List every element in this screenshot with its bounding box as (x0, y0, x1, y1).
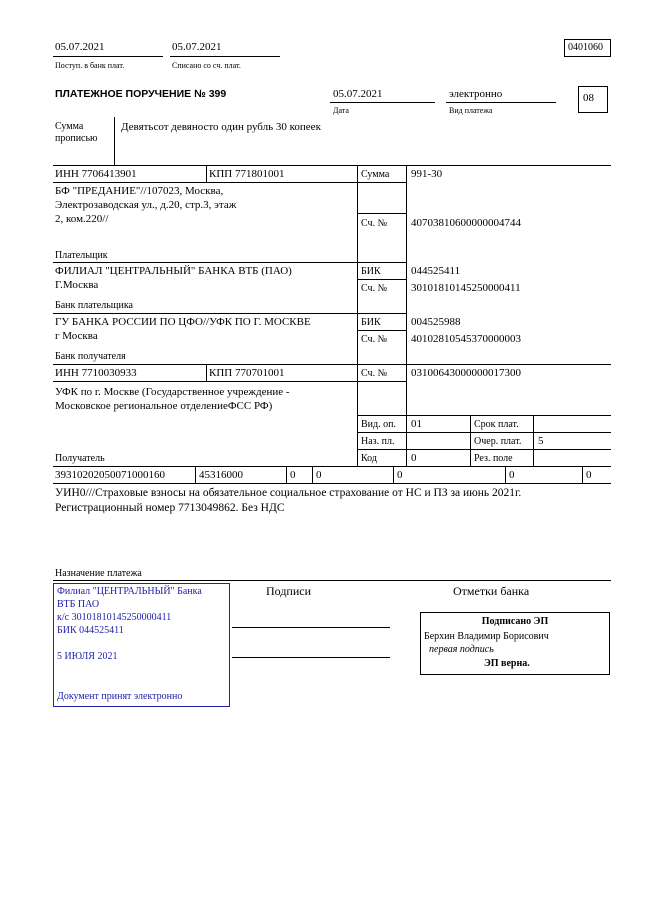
payee-bank-name-line1: ГУ БАНКА РОССИИ ПО ЦФО//УФК ПО Г. МОСКВЕ (55, 316, 311, 328)
payment-type-underline (446, 102, 556, 103)
grid-line (53, 466, 611, 467)
grid-line (53, 262, 406, 263)
bank-stamp (53, 583, 230, 707)
stamp-line1: Филиал "ЦЕНТРАЛЬНЫЙ" Банка (57, 586, 202, 597)
grid-line (393, 466, 394, 483)
grid-line (357, 432, 611, 433)
payer-name-line1: БФ "ПРЕДАНИЕ"//107023, Москва, (55, 185, 224, 197)
amount-words-divider (114, 117, 115, 165)
tax-basis: 0 (290, 469, 296, 481)
payer-bank-account-label: Сч. № (361, 283, 388, 294)
grid-line (406, 165, 407, 466)
debited-date: 05.07.2021 (172, 41, 222, 53)
payee-account: 03100643000000017300 (411, 367, 521, 379)
rez-label: Рез. поле (474, 453, 513, 464)
signature-line-1 (232, 627, 390, 628)
e-signature-title: Подписано ЭП (481, 616, 549, 627)
payee-bank-bik-label: БИК (361, 317, 381, 328)
payer-sum-label: Сумма (361, 169, 390, 180)
payer-bank-label: Банк плательщика (55, 300, 133, 311)
order-date-underline (330, 102, 435, 103)
grid-line (505, 466, 506, 483)
e-signature-role: первая подпись (429, 644, 494, 655)
payer-account-label: Сч. № (361, 218, 388, 229)
stamp-line3: к/с 30101810145250000411 (57, 612, 172, 623)
debited-date-underline (170, 56, 280, 57)
amount-words-label-2: прописью (55, 133, 98, 144)
tax-doc-num: 0 (397, 469, 403, 481)
order-date: 05.07.2021 (333, 88, 383, 100)
tax-kbk: 39310202050071000160 (55, 469, 165, 481)
debited-label: Списано со сч. плат. (172, 61, 241, 70)
grid-line (470, 415, 471, 466)
signatures-title: Подписи (266, 584, 312, 598)
payee-label: Получатель (55, 453, 105, 464)
document-title: ПЛАТЕЖНОЕ ПОРУЧЕНИЕ № 399 (55, 88, 227, 100)
grid-line (533, 415, 534, 466)
e-signature-status: ЭП верна. (484, 658, 530, 669)
grid-line (195, 466, 196, 483)
amount-words-value: Девятьсот девяносто один рубль 30 копеек (121, 121, 321, 133)
received-date-underline (53, 56, 163, 57)
naz-label: Наз. пл. (361, 436, 395, 447)
kod-value: 0 (411, 452, 417, 464)
status-code-box (578, 86, 608, 113)
payee-inn: ИНН 7710030933 (55, 367, 137, 379)
payer-inn: ИНН 7706413901 (55, 168, 137, 180)
payee-bank-label: Банк получателя (55, 351, 126, 362)
payer-name-line2: Электрозаводская ул., д.20, стр.3, этаж (55, 199, 237, 211)
payment-type: электронно (449, 88, 503, 100)
stamp-line4: БИК 044525411 (57, 625, 124, 636)
grid-line (206, 364, 207, 381)
form-code-box (564, 39, 611, 57)
payer-bank-bik-label: БИК (361, 266, 381, 277)
payee-bank-bik: 004525988 (411, 316, 461, 328)
order-date-label: Дата (333, 106, 349, 115)
grid-line (206, 165, 207, 182)
signature-line-2 (232, 657, 390, 658)
purpose-line1: УИН0///Страховые взносы на обязательное социальное страхование от НС и ПЗ за июнь 2021г. (55, 487, 522, 499)
form-code: 0401060 (568, 42, 603, 53)
grid-line (53, 381, 357, 382)
payee-account-label: Сч. № (361, 368, 388, 379)
grid-line (357, 182, 406, 183)
payee-bank-account: 40102810545370000003 (411, 333, 521, 345)
payment-type-label: Вид платежа (449, 106, 493, 115)
kod-label: Код (361, 453, 377, 464)
payer-bank-bik: 044525411 (411, 265, 461, 277)
grid-line (312, 466, 313, 483)
tax-period: 0 (316, 469, 322, 481)
payer-name-line3: 2, ком.220// (55, 213, 109, 225)
purpose-divider (53, 580, 611, 581)
grid-line (357, 449, 611, 450)
tax-doc-date: 0 (509, 469, 515, 481)
srok-label: Срок плат. (474, 419, 519, 430)
grid-line (357, 279, 406, 280)
payee-bank-account-label: Сч. № (361, 334, 388, 345)
payer-bank-account: 30101810145250000411 (411, 282, 521, 294)
payer-sum-value: 991-30 (411, 168, 443, 180)
payee-name-line1: УФК по г. Москве (Государственное учреждение - (55, 386, 290, 398)
tax-oktmo: 45316000 (199, 469, 243, 481)
payer-kpp: КПП 771801001 (209, 168, 285, 180)
grid-line (357, 381, 406, 382)
grid-line (357, 415, 611, 416)
tax-type: 0 (586, 469, 592, 481)
grid-line (357, 330, 406, 331)
payer-account: 40703810600000004744 (411, 217, 521, 229)
stamp-note: Документ принят электронно (57, 691, 183, 702)
status-code: 08 (583, 92, 594, 104)
payer-label: Плательщик (55, 250, 108, 261)
grid-line (53, 364, 611, 365)
stamp-line2: ВТБ ПАО (57, 599, 100, 610)
payee-kpp: КПП 770701001 (209, 367, 285, 379)
grid-line (357, 165, 358, 466)
e-signature-name: Берхин Владимир Борисович (424, 631, 549, 642)
ocher-value: 5 (538, 435, 544, 447)
received-date: 05.07.2021 (55, 41, 105, 53)
grid-line (53, 313, 406, 314)
ocher-label: Очер. плат. (474, 436, 522, 447)
purpose-line2: Регистрационный номер 7713049862. Без НДС (55, 502, 285, 514)
e-signature-box (420, 612, 610, 675)
grid-line (53, 165, 611, 166)
payee-name-line2: Московское региональное отделениеФСС РФ) (55, 400, 273, 412)
vid-op-value: 01 (411, 418, 422, 430)
amount-words-label-1: Сумма (55, 121, 84, 132)
bank-marks-title: Отметки банка (453, 584, 530, 598)
grid-line (53, 182, 357, 183)
payer-bank-name-line2: Г.Москва (55, 279, 99, 291)
stamp-date: 5 ИЮЛЯ 2021 (57, 651, 118, 662)
grid-line (286, 466, 287, 483)
payer-bank-name-line1: ФИЛИАЛ "ЦЕНТРАЛЬНЫЙ" БАНКА ВТБ (ПАО) (55, 265, 292, 277)
vid-op-label: Вид. оп. (361, 419, 396, 430)
grid-line (53, 483, 611, 484)
grid-line (357, 213, 406, 214)
received-label: Поступ. в банк плат. (55, 61, 125, 70)
grid-line (582, 466, 583, 483)
purpose-label: Назначение платежа (55, 568, 142, 579)
payee-bank-name-line2: г Москва (55, 330, 98, 342)
